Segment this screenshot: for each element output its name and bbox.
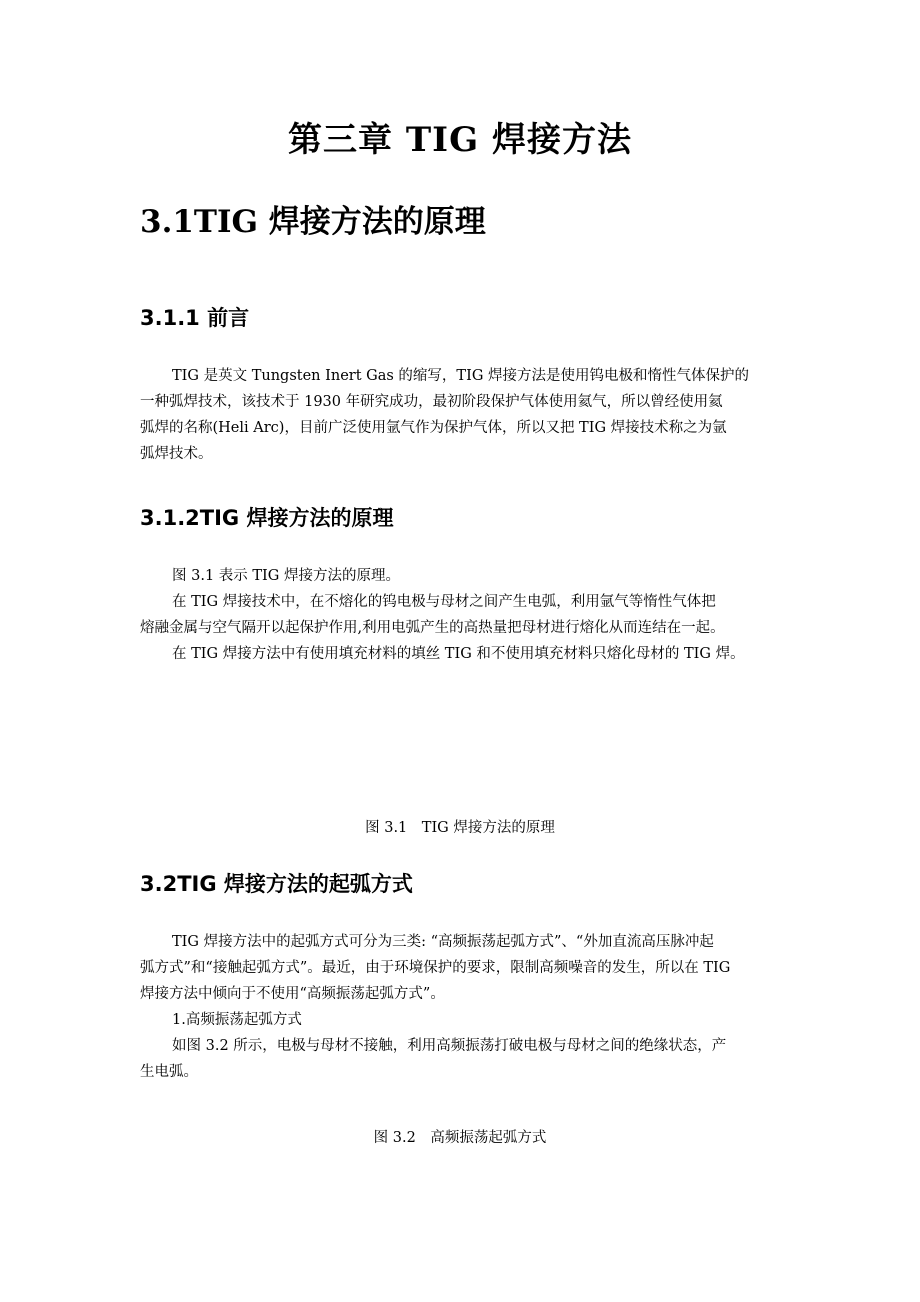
figure-3-2-caption: 图 3.2 高频振荡起弧方式 bbox=[373, 1130, 547, 1146]
list-item: 1.高频振荡起弧方式 bbox=[172, 1012, 302, 1028]
section-3-1-1-heading: 3.1.1 前言 bbox=[140, 306, 250, 330]
section-3-1-2-paragraph-1 bbox=[140, 563, 783, 667]
section-3-1-1-paragraph bbox=[140, 363, 783, 467]
figure-3-1-caption: 图 3.1 TIG 焊接方法的原理 bbox=[365, 820, 555, 836]
paragraph-line: 一种弧焊技术，该技术于 1930 年研究成功，最初阶段保护气体使用氦气，所以曾经使用氦 bbox=[140, 394, 723, 410]
paragraph-line: 焊接方法中倾向于不使用“高频振荡起弧方式”。 bbox=[140, 986, 445, 1002]
paragraph-line: TIG 焊接方法中的起弧方式可分为三类: “高频振荡起弧方式”、“外加直流高压脉冲起 bbox=[172, 934, 714, 950]
paragraph-line: 在 TIG 焊接方法中有使用填充材料的填丝 TIG 和不使用填充材料只熔化母材的 TIG 焊。 bbox=[172, 646, 745, 662]
paragraph-line: 生电弧。 bbox=[140, 1064, 198, 1080]
section-3-2-heading: 3.2TIG 焊接方法的起弧方式 bbox=[140, 872, 413, 896]
paragraph-line: 熔融金属与空气隔开以起保护作用,利用电弧产生的高热量把母材进行熔化从而连结在一起。 bbox=[140, 620, 725, 636]
paragraph-line: 图 3.1 表示 TIG 焊接方法的原理。 bbox=[172, 568, 400, 584]
paragraph-line: 弧焊技术。 bbox=[140, 446, 213, 462]
paragraph-line: 如图 3.2 所示，电极与母材不接触，利用高频振荡打破电极与母材之间的绝缘状态，产 bbox=[172, 1038, 727, 1054]
chapter-title: 第三章 TIG 焊接方法 bbox=[288, 120, 632, 160]
paragraph-line: TIG 是英文 Tungsten Inert Gas 的缩写，TIG 焊接方法是使用钨电极和惰性气体保护的 bbox=[172, 368, 750, 384]
section-3-1-2-heading: 3.1.2TIG 焊接方法的原理 bbox=[140, 506, 394, 530]
paragraph-line: 弧方式”和“接触起弧方式”。最近，由于环境保护的要求，限制高频噪音的发生，所以在 TIG bbox=[140, 960, 731, 976]
section-3-1-heading: 3.1TIG 焊接方法的原理 bbox=[140, 204, 486, 240]
paragraph-line: 在 TIG 焊接技术中，在不熔化的钨电极与母材之间产生电弧，利用氩气等惰性气体把 bbox=[172, 594, 716, 610]
section-3-2-paragraph bbox=[140, 929, 783, 1085]
paragraph-line: 弧焊的名称(Heli Arc)，目前广泛使用氩气作为保护气体，所以又把 TIG 焊接技术称之为氩 bbox=[140, 420, 727, 436]
